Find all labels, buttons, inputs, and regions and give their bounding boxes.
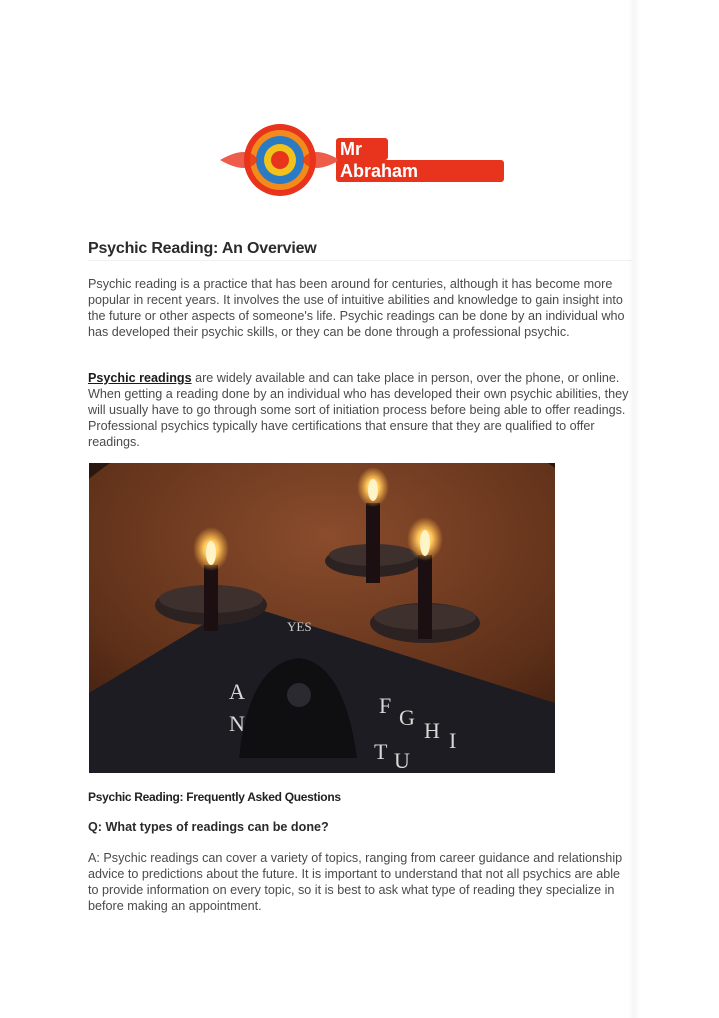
board-letter-g: G — [399, 705, 415, 730]
faq-question-1: Q: What types of readings can be done? — [88, 820, 329, 834]
logo-text — [336, 138, 504, 182]
logo-emblem — [220, 124, 340, 196]
intro-paragraph: Psychic reading is a practice that has been around for centuries, although it has become more popular in recent years. It involves the use of intuitive abilities and knowledge to gain insight into the future or other aspects of someone's life. Psychic readings can be done by an individual who has developed their psychic skills, or they can be done through a professional psychic. — [88, 277, 625, 339]
board-letter-n: N — [229, 711, 245, 736]
board-yes: YES — [287, 619, 312, 634]
second-paragraph — [88, 370, 633, 450]
mr-abraham-logo — [218, 124, 508, 196]
board-letter-t: T — [374, 739, 388, 764]
board-letter-u: U — [394, 748, 410, 773]
board-letter-a: A — [229, 679, 245, 704]
faq-heading: Psychic Reading: Frequently Asked Questions — [88, 790, 341, 804]
title-divider — [88, 260, 633, 261]
second-paragraph-text: are widely available and can take place in person, over the phone, or online. When getting a reading done by an individual who has developed their own psychic abilities, they will usually have to go through some sort of initiation process before being able to offer readings. Professional psychics typically have certifications that ensure that they are qualified to offer readings. — [88, 371, 629, 449]
candles-ouija-photo — [89, 463, 555, 773]
page-title: Psychic Reading: An Overview — [88, 240, 317, 257]
psychic-readings-link[interactable]: Psychic readings — [88, 371, 192, 385]
board-letter-h: H — [424, 718, 440, 743]
logo-line1: Mr — [340, 139, 362, 159]
board-letter-i: I — [449, 728, 457, 753]
planchette-window — [287, 683, 311, 707]
faq-answer-1: A: Psychic readings can cover a variety of topics, ranging from career guidance and relationship advice to predictions about the future. It is important to understand that not all psychics are able to provide information on every topic, so it is best to ask what type of reading they specialize in before making an appointment. — [88, 851, 623, 913]
board-letter-f: F — [379, 693, 392, 718]
logo-line2: Abraham — [340, 161, 419, 181]
